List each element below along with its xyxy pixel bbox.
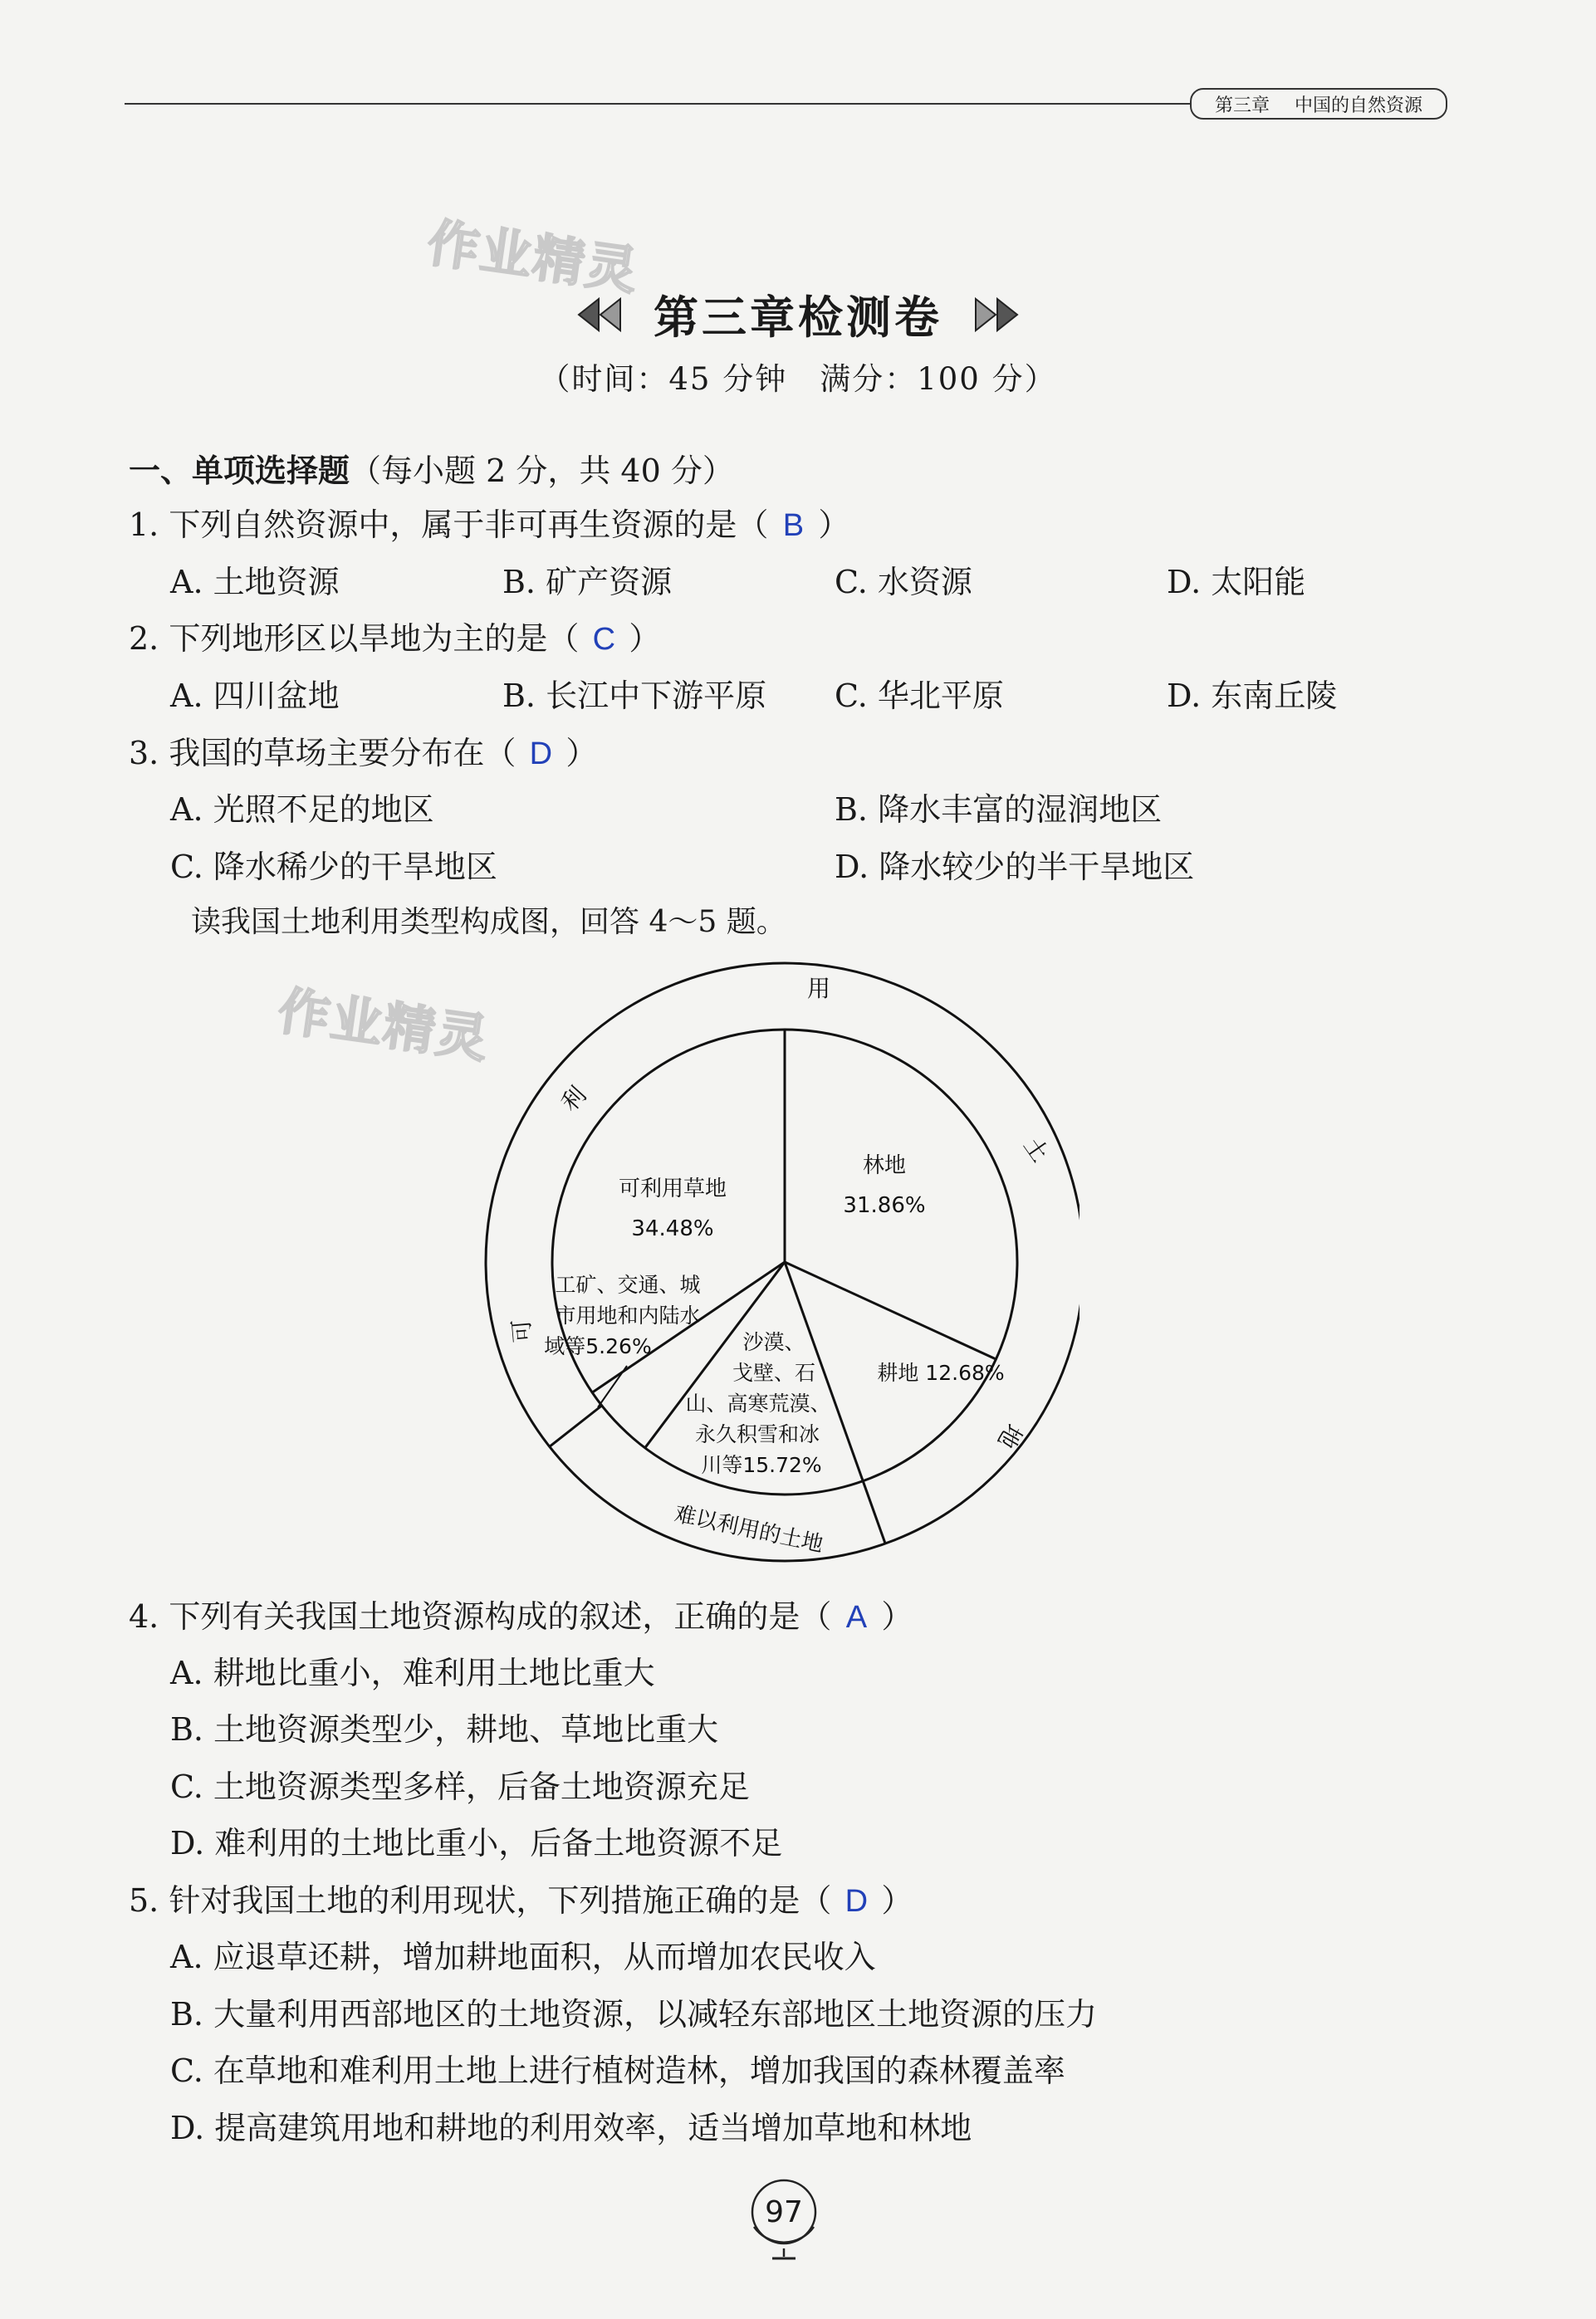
question-5 bbox=[129, 1882, 913, 1919]
option-b: B. 降水丰富的湿润地区 bbox=[835, 791, 1163, 828]
desert-value: 川等15.72% bbox=[701, 1453, 822, 1477]
option-c: C. 在草地和难利用土地上进行植树造林，增加我国的森林覆盖率 bbox=[170, 2052, 1065, 2089]
urban-line-2: 市用地和内陆水 bbox=[555, 1304, 701, 1328]
cultivated-label: 耕地 12.68% bbox=[877, 1361, 1005, 1385]
question-4 bbox=[129, 1598, 913, 1635]
page-number: 97 bbox=[765, 2195, 803, 2229]
option-b: B. 土地资源类型少，耕地、草地比重大 bbox=[170, 1711, 719, 1748]
pie-svg bbox=[482, 955, 1080, 1586]
exam-info: （时间：45 分钟 满分：100 分） bbox=[539, 361, 1057, 397]
land-use-pie-chart bbox=[482, 955, 1080, 1586]
header-chapter: 第三章 bbox=[1214, 95, 1270, 116]
grass-value: 34.48% bbox=[631, 1216, 714, 1241]
desert-line-4: 永久积雪和冰 bbox=[694, 1422, 820, 1446]
question-number: 4. bbox=[129, 1598, 159, 1635]
title-row bbox=[0, 282, 1596, 346]
question-close: ） bbox=[818, 506, 850, 543]
answer: B bbox=[782, 508, 805, 543]
answer: D bbox=[529, 736, 553, 771]
reading-prompt: 读我国土地利用类型构成图，回答 4～5 题。 bbox=[191, 905, 786, 939]
urban-line-1: 工矿、交通、城 bbox=[555, 1273, 701, 1297]
ring-char-5: 地 bbox=[991, 1419, 1028, 1454]
question-number: 1. bbox=[129, 506, 159, 543]
option-d: D. 难利用的土地比重小，后备土地资源不足 bbox=[170, 1825, 783, 1862]
question-2 bbox=[129, 620, 661, 657]
option-d: D. 降水较少的半干旱地区 bbox=[835, 849, 1195, 885]
grass-label: 可利用草地 bbox=[618, 1177, 727, 1201]
question-number: 3. bbox=[129, 735, 159, 771]
question-close: ） bbox=[881, 1598, 913, 1635]
ring-separator-1 bbox=[863, 1481, 885, 1544]
section-note: （每小题 2 分，共 40 分） bbox=[350, 453, 734, 489]
hard-land-ring-label: 难以利用的土地 bbox=[672, 1501, 825, 1558]
option-c: C. 降水稀少的干旱地区 bbox=[170, 849, 497, 885]
question-stem: 下列地形区以旱地为主的是（ bbox=[169, 620, 580, 657]
option-a: A. 土地资源 bbox=[170, 564, 340, 600]
watermark: 作业精灵 bbox=[423, 212, 644, 302]
question-stem: 我国的草场主要分布在（ bbox=[169, 735, 516, 771]
option-c: C. 水资源 bbox=[835, 564, 972, 600]
option-a: A. 光照不足的地区 bbox=[170, 791, 434, 828]
option-b: B. 大量利用西部地区的土地资源，以减轻东部地区土地资源的压力 bbox=[170, 1996, 1098, 2033]
option-c: C. 华北平原 bbox=[835, 678, 1004, 714]
question-stem: 下列有关我国土地资源构成的叙述，正确的是（ bbox=[169, 1598, 832, 1635]
option-b: B. 矿产资源 bbox=[502, 564, 673, 600]
title-text: 第三章检测卷 bbox=[654, 291, 942, 344]
option-d: D. 太阳能 bbox=[1167, 564, 1306, 600]
section-heading bbox=[129, 455, 734, 487]
option-a: A. 四川盆地 bbox=[170, 678, 340, 714]
ring-separator-2 bbox=[550, 1406, 602, 1446]
desert-line-3: 山、高寒荒漠、 bbox=[685, 1392, 831, 1416]
question-number: 5. bbox=[129, 1882, 159, 1919]
ring-char-1: 可 bbox=[507, 1318, 537, 1344]
section-title: 一、单项选择题 bbox=[129, 453, 350, 489]
answer: C bbox=[592, 622, 616, 657]
urban-value: 域等5.26% bbox=[544, 1334, 652, 1358]
watermark: 作业精灵 bbox=[274, 980, 494, 1070]
ring-char-2: 利 bbox=[556, 1081, 592, 1118]
question-number: 2. bbox=[129, 620, 159, 657]
option-c: C. 土地资源类型多样，后备土地资源充足 bbox=[170, 1769, 750, 1805]
question-stem: 针对我国土地的利用现状，下列措施正确的是（ bbox=[169, 1882, 832, 1919]
ring-char-4: 土 bbox=[1018, 1132, 1055, 1167]
question-close: ） bbox=[629, 620, 661, 657]
header-rule bbox=[125, 103, 1190, 105]
question-close: ） bbox=[881, 1882, 913, 1919]
question-3 bbox=[129, 737, 597, 770]
desert-line-2: 戈壁、石 bbox=[732, 1361, 816, 1385]
ring-char-3: 用 bbox=[806, 975, 831, 1002]
question-1 bbox=[129, 506, 850, 543]
chapter-header bbox=[1190, 88, 1447, 120]
answer: D bbox=[845, 1884, 869, 1919]
question-stem: 下列自然资源中，属于非可再生资源的是（ bbox=[169, 506, 769, 543]
option-a: A. 耕地比重小，难利用土地比重大 bbox=[170, 1655, 655, 1691]
forest-label: 林地 bbox=[862, 1153, 907, 1178]
question-close: ） bbox=[565, 735, 598, 771]
desert-line-1: 沙漠、 bbox=[742, 1330, 805, 1354]
forest-value: 31.86% bbox=[843, 1193, 926, 1218]
option-d: D. 提高建筑用地和耕地的利用效率，适当增加草地和林地 bbox=[170, 2110, 972, 2146]
option-d: D. 东南丘陵 bbox=[1167, 678, 1338, 714]
page-title bbox=[575, 282, 1021, 346]
double-right-arrow-icon bbox=[971, 294, 1021, 335]
double-left-arrow-icon bbox=[575, 294, 625, 335]
answer: A bbox=[845, 1600, 868, 1635]
option-b: B. 长江中下游平原 bbox=[502, 678, 767, 714]
header-topic: 中国的自然资源 bbox=[1295, 95, 1423, 116]
pie-slice-boundary-cultivated bbox=[785, 1262, 996, 1359]
option-a: A. 应退草还耕，增加耕地面积，从而增加农民收入 bbox=[170, 1939, 876, 1975]
